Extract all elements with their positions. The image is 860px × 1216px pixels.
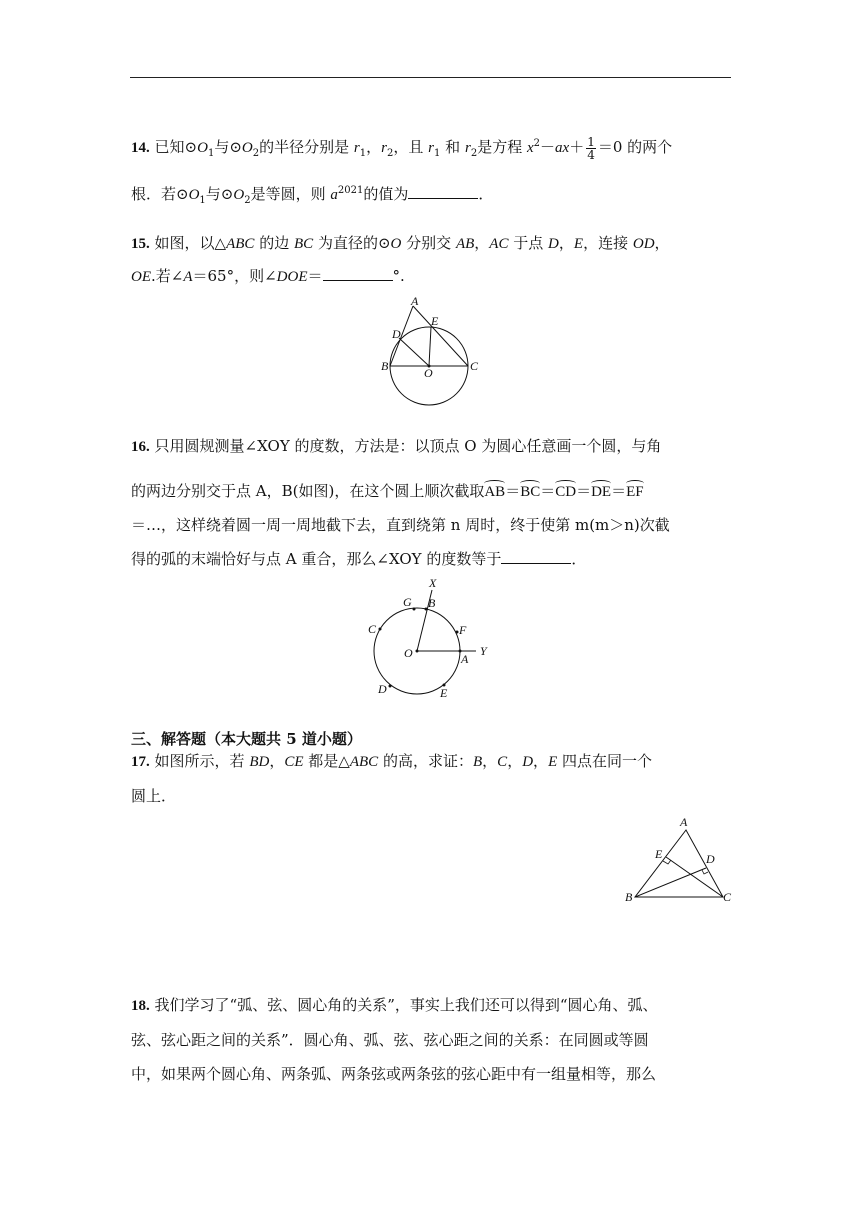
label-a: A <box>680 815 688 829</box>
frac-denominator: 4 <box>587 147 595 162</box>
q14-r1: r <box>428 140 435 156</box>
q17-text: ， <box>269 752 285 770</box>
q16-number: 16. <box>131 439 150 455</box>
q16-text: ＝…，这样绕着圆一周一周地截下去，直到绕第 n 周时，终于使第 m(m＞n)次截 <box>131 516 670 534</box>
q17-sep: ， <box>482 752 498 770</box>
q15-text: 分别交 <box>406 234 452 252</box>
q15-ab: AB <box>455 236 475 252</box>
q14-x: x <box>526 140 534 156</box>
q17-text: 圆上． <box>131 787 177 805</box>
q14-sup: 2 <box>533 138 541 149</box>
q14-text: ，且 <box>393 138 424 156</box>
label-e: E <box>431 314 439 328</box>
label-c: C <box>368 622 377 636</box>
q15-text: 于点 <box>513 234 544 252</box>
q18-line3 <box>131 1064 656 1084</box>
q17-d: D <box>522 754 534 770</box>
equals-sign: ＝ <box>505 482 521 500</box>
label-d: D <box>392 327 401 341</box>
equals-sign: ＝ <box>540 482 556 500</box>
q17-b: B <box>472 754 483 770</box>
q14-fraction <box>586 136 596 161</box>
q14-sup: 2021 <box>337 185 364 196</box>
q14-text: ＋ <box>569 138 585 156</box>
q15-text: ， <box>474 234 490 252</box>
label-e: E <box>440 686 448 700</box>
q14-number: 14. <box>131 140 150 156</box>
q17-text: 都是△ <box>308 752 350 770</box>
q16-text: 的两边分别交于点 A，B(如图)，在这个圆上顺次截取 <box>131 482 485 500</box>
q15-d: D <box>548 236 559 252</box>
equals-sign: ＝ <box>576 482 592 500</box>
q18-text: 弦、弦心距之间的关系”．圆心角、弧、弦、弦心距之间的关系：在同圆或等圆 <box>131 1031 649 1049</box>
q15-text: 为直径的⊙ <box>317 234 391 252</box>
label-y: Y <box>480 644 487 658</box>
q14-text: ， <box>366 138 382 156</box>
q15-text: .若∠ <box>151 267 184 285</box>
q16-line2 <box>131 481 644 502</box>
q14-o1: O <box>188 187 200 203</box>
q14-line1 <box>131 134 672 164</box>
q14-line2 <box>131 181 493 211</box>
q15-text: 如图，以△ <box>154 234 227 252</box>
q14-r2: r <box>464 140 471 156</box>
q16-text: 得的弧的末端恰好与点 A 重合，那么∠XOY 的度数等于 <box>131 550 502 568</box>
q14-ax: ax <box>555 140 570 156</box>
label-d: D <box>378 682 387 696</box>
q14-text: 和 <box>445 138 461 156</box>
side-ac <box>413 306 468 366</box>
q17-figure <box>620 812 740 910</box>
arc-de: DE <box>591 484 612 500</box>
q14-text: － <box>540 138 556 156</box>
q15-text: ，连接 <box>583 234 629 252</box>
q14-text: 根．若⊙ <box>131 185 189 203</box>
segment-oe <box>429 327 431 366</box>
q14-text: ． <box>478 185 494 203</box>
q14-text: 的半径分别是 <box>259 138 350 156</box>
right-angle-e <box>663 860 671 864</box>
label-g: G <box>403 595 412 609</box>
q14-text: 是方程 <box>477 138 523 156</box>
label-o: O <box>424 366 433 380</box>
segment-od <box>399 338 429 366</box>
q16-line4 <box>131 549 586 569</box>
q18-line2 <box>131 1030 649 1050</box>
q14-sub: 2 <box>244 195 251 206</box>
point-g <box>413 608 416 611</box>
right-angle-d <box>702 870 708 874</box>
q14-sub: 2 <box>470 148 478 159</box>
q17-line2 <box>131 786 176 806</box>
q14-sub: 1 <box>199 195 206 206</box>
label-e: E <box>655 847 663 861</box>
q17-line1 <box>131 751 652 772</box>
q14-sub: 2 <box>252 148 260 159</box>
q16-text: 只用圆规测量∠XOY 的度数，方法是：以顶点 O 为圆心任意画一个圆，与角 <box>154 437 662 455</box>
q18-line1 <box>131 995 658 1016</box>
label-f: F <box>459 623 467 637</box>
label-a: A <box>461 652 469 666</box>
q17-bd: BD <box>249 754 270 770</box>
q14-text: 与⊙ <box>214 138 242 156</box>
arc-bc: BC <box>520 484 541 500</box>
frac-numerator: 1 <box>587 134 595 149</box>
q15-text: °. <box>392 267 405 285</box>
q15-ac: AC <box>489 236 509 252</box>
q14-text: 与⊙ <box>205 185 234 203</box>
q14-o2: O <box>233 187 245 203</box>
q14-r1: r <box>353 140 360 156</box>
q15-line1 <box>131 233 670 254</box>
q16-line1 <box>131 436 661 457</box>
header-rule <box>130 77 731 78</box>
q17-e: E <box>548 754 558 770</box>
q14-a: a <box>330 187 338 203</box>
q15-number: 15. <box>131 236 150 252</box>
q17-c: C <box>497 754 508 770</box>
q17-ce: CE <box>284 754 304 770</box>
q14-text: 的值为 <box>363 185 409 203</box>
q17-text: 四点在同一个 <box>562 752 653 770</box>
equals-sign: ＝ <box>611 482 627 500</box>
q16-text: ． <box>571 550 587 568</box>
answer-blank[interactable] <box>501 549 571 564</box>
q14-sub: 1 <box>359 148 367 159</box>
q15-e: E <box>573 236 584 252</box>
arc-ab: AB <box>484 484 506 500</box>
q18-text: 中，如果两个圆心角、两条弧、两条弦或两条弦的弦心距中有一组量相等，那么 <box>131 1065 657 1083</box>
q14-text: ＝0 的两个 <box>597 138 673 156</box>
q15-o: O <box>390 236 402 252</box>
label-c: C <box>470 359 479 373</box>
q17-number: 17. <box>131 754 150 770</box>
q17-text: 如图所示，若 <box>154 752 245 770</box>
q14-text: 已知⊙ <box>154 138 198 156</box>
q15-doe: DOE <box>276 269 308 285</box>
q16-figure <box>360 577 500 702</box>
q14-r2: r <box>381 140 387 156</box>
q14-text: 是等圆，则 <box>250 185 326 203</box>
q14-sub: 1 <box>207 148 215 159</box>
point-c <box>379 628 382 631</box>
q15-oe: OE <box>131 269 151 285</box>
answer-blank[interactable] <box>408 184 478 199</box>
q15-text: ， <box>654 234 670 252</box>
q15-line2 <box>131 266 405 287</box>
q18-number: 18. <box>131 998 150 1014</box>
arc-ef: EF <box>626 484 644 500</box>
label-c: C <box>723 890 732 904</box>
point-d <box>389 685 392 688</box>
q14-o1: O <box>197 140 208 156</box>
label-d: D <box>706 852 715 866</box>
q15-text: ， <box>558 234 574 252</box>
q15-text: ＝ <box>307 267 323 285</box>
q15-figure <box>375 295 495 410</box>
label-b: B <box>381 359 389 373</box>
q14-sub: 1 <box>434 148 441 159</box>
q17-sep: ， <box>533 752 549 770</box>
answer-blank[interactable] <box>323 266 393 281</box>
label-b: B <box>625 890 633 904</box>
section-title: 三、解答题（本大题共 5 道小题） <box>131 730 362 748</box>
label-b: B <box>428 596 436 610</box>
q15-a: A <box>183 269 193 285</box>
q14-sub: 2 <box>387 148 394 159</box>
label-x: X <box>429 576 437 590</box>
q15-od: OD <box>632 236 655 252</box>
q16-line3 <box>131 515 670 535</box>
q14-o2: O <box>241 140 253 156</box>
label-o: O <box>404 646 413 660</box>
q17-text: 的高，求证： <box>382 752 473 770</box>
q15-text: 的边 <box>259 234 290 252</box>
arc-cd: CD <box>555 484 577 500</box>
q15-abc: ABC <box>226 236 255 252</box>
q17-sep: ， <box>507 752 523 770</box>
q15-bc: BC <box>294 236 314 252</box>
q18-text: 我们学习了“弧、弦、圆心角的关系”，事实上我们还可以得到“圆心角、弧、 <box>154 996 658 1014</box>
q15-text: ＝65°，则∠ <box>192 267 277 285</box>
label-a: A <box>411 294 419 308</box>
q17-abc: ABC <box>349 754 379 770</box>
center-point <box>416 650 419 653</box>
